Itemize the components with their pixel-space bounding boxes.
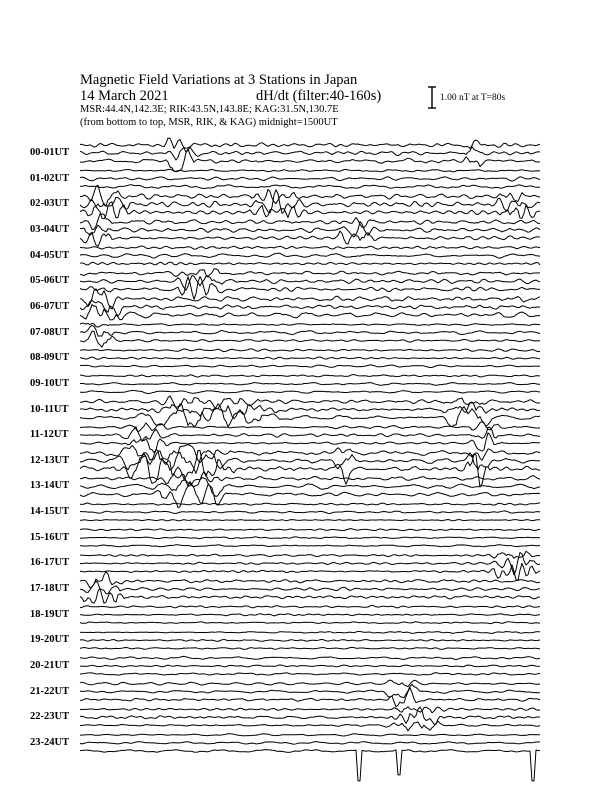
trace-kag-15-16ut [80,529,540,531]
trace-rik-08-09ut [80,357,540,359]
hour-label-10-11ut: 10-11UT [30,403,69,415]
hour-label-21-22ut: 21-22UT [30,685,70,697]
trace-rik-21-22ut [80,685,540,698]
hour-label-11-12ut: 11-12UT [30,429,69,441]
hour-label-06-07ut: 06-07UT [30,300,70,312]
hour-label-02-03ut: 02-03UT [30,198,70,210]
trace-msr-22-23ut [80,721,540,731]
trace-kag-04-05ut [80,246,540,249]
hour-label-09-10ut: 09-10UT [30,377,70,389]
trace-rik-19-20ut [80,639,540,641]
scale-bar-label: 1.00 nT at T=80s [440,93,506,103]
trace-kag-22-23ut [80,707,540,713]
hour-label-01-02ut: 01-02UT [30,172,70,184]
trace-rik-02-03ut [80,190,540,214]
trace-kag-11-12ut [80,422,540,432]
trace-kag-09-10ut [80,375,540,378]
trace-kag-07-08ut [80,323,540,327]
hour-label-19-20ut: 19-20UT [30,634,70,646]
trace-rik-09-10ut [80,383,540,386]
trace-msr-04-05ut [80,262,540,265]
hour-label-05-06ut: 05-06UT [30,275,70,287]
trace-kag-05-06ut [80,269,540,277]
trace-msr-18-19ut [80,622,540,624]
trace-msr-16-17ut [80,563,540,580]
trace-rik-07-08ut [80,326,540,337]
trace-msr-14-15ut [80,520,540,521]
trace-rik-23-24ut [80,742,540,745]
trace-kag-02-03ut [80,185,540,206]
trace-kag-19-20ut [80,631,540,633]
hour-label-14-15ut: 14-15UT [30,506,70,518]
trace-rik-17-18ut [80,581,540,594]
hour-label-00-01ut: 00-01UT [30,147,70,158]
trace-rik-18-19ut [80,614,540,616]
quantity-label: dH/dt (filter:40-160s) [256,88,382,104]
trace-kag-08-09ut [80,349,540,352]
hour-label-17-18ut: 17-18UT [30,583,70,595]
trace-kag-21-22ut [80,680,540,687]
hour-label-08-09ut: 08-09UT [30,352,70,364]
hour-label-23-24ut: 23-24UT [30,736,70,748]
hour-label-13-14ut: 13-14UT [30,480,70,492]
trace-msr-01-02ut [80,185,540,189]
chart-title: Magnetic Field Variations at 3 Stations in Japan [80,72,358,88]
trace-msr-10-11ut [80,404,540,427]
hour-label-04-05ut: 04-05UT [30,249,70,261]
hour-label-16-17ut: 16-17UT [30,557,70,569]
station-order-note: (from bottom to top, MSR, RIK, & KAG) midnight=1500UT [80,117,338,128]
trace-msr-09-10ut [80,391,540,394]
trace-kag-01-02ut [80,169,540,172]
trace-kag-18-19ut [80,605,540,607]
trace-rik-01-02ut [80,177,540,181]
trace-msr-19-20ut [80,647,540,649]
trace-rik-00-01ut [80,147,540,160]
hour-label-07-08ut: 07-08UT [30,326,70,338]
trace-rik-14-15ut [80,511,540,514]
scale-bar [428,87,436,108]
trace-kag-20-21ut [80,656,540,659]
trace-group [80,138,540,781]
trace-msr-08-09ut [80,365,540,368]
trace-kag-17-18ut [80,572,540,588]
trace-msr-23-24ut [80,750,540,781]
hour-label-12-13ut: 12-13UT [30,454,70,466]
station-coordinates: MSR:44.4N,142.3E; RIK:43.5N,143.8E; KAG:31.5N,130.7E [80,104,339,115]
trace-rik-20-21ut [80,665,540,667]
trace-msr-20-21ut [80,673,540,676]
date-label: 14 March 2021 [80,88,169,104]
trace-kag-14-15ut [80,503,540,505]
trace-rik-15-16ut [80,537,540,539]
trace-kag-23-24ut [80,734,540,736]
trace-rik-04-05ut [80,253,540,258]
hour-label-18-19ut: 18-19UT [30,608,70,620]
hour-label-20-21ut: 20-21UT [30,660,70,671]
hour-label-22-23ut: 22-23UT [30,711,70,723]
hour-label-03-04ut: 03-04UT [30,223,70,235]
trace-kag-03-04ut [80,214,540,229]
trace-kag-16-17ut [80,551,540,558]
hour-label-15-16ut: 15-16UT [30,531,70,543]
trace-msr-05-06ut [80,277,540,300]
trace-msr-03-04ut [80,231,540,246]
trace-msr-15-16ut [80,545,540,547]
